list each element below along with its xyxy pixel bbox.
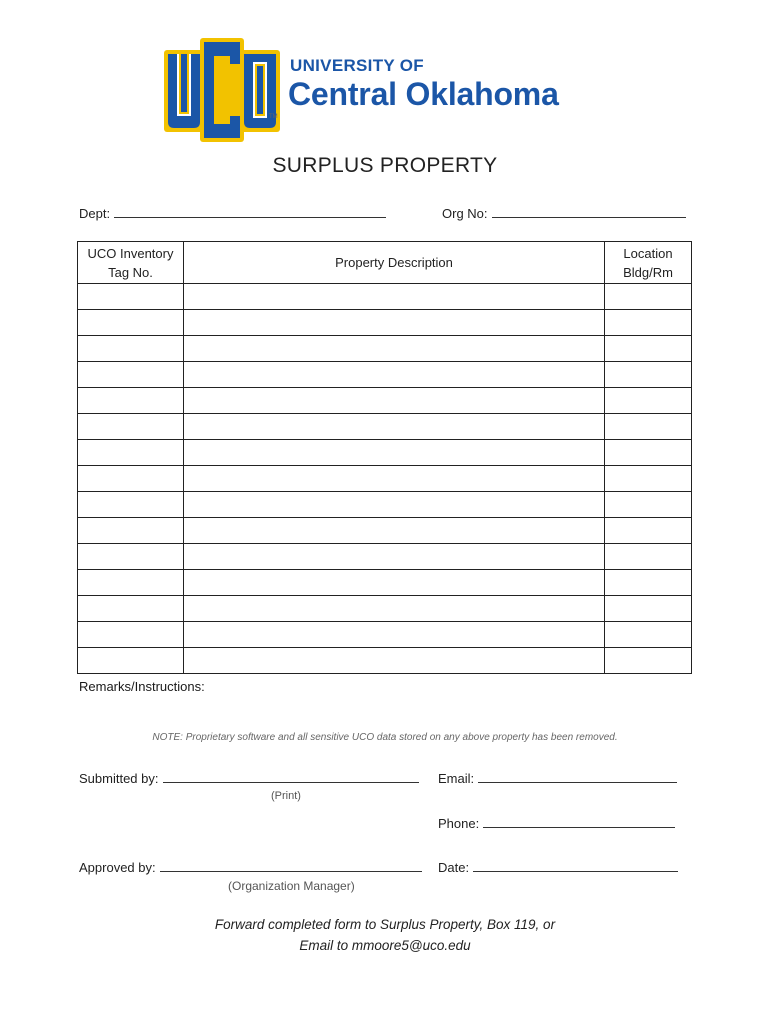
logo-university-of: UNIVERSITY OF	[290, 56, 424, 75]
table-row	[78, 648, 692, 674]
description-cell[interactable]	[184, 518, 605, 544]
approved-by-field[interactable]	[79, 859, 422, 875]
forward-instructions	[0, 914, 770, 956]
date-line[interactable]	[473, 859, 678, 872]
location-cell[interactable]	[605, 518, 692, 544]
approved-by-label: Approved by:	[79, 860, 156, 875]
table-row	[78, 388, 692, 414]
description-cell[interactable]	[184, 544, 605, 570]
description-cell[interactable]	[184, 336, 605, 362]
dept-field[interactable]	[79, 205, 386, 221]
col-description-header: Property Description	[184, 242, 605, 284]
location-cell[interactable]	[605, 492, 692, 518]
logo-trademark: TM	[269, 114, 278, 120]
description-cell[interactable]	[184, 362, 605, 388]
form-title: SURPLUS PROPERTY	[272, 154, 498, 177]
submitted-by-line[interactable]	[163, 770, 419, 783]
organization-manager-caption: (Organization Manager)	[228, 879, 355, 893]
description-cell[interactable]	[184, 310, 605, 336]
table-row	[78, 310, 692, 336]
uco-monogram-icon	[162, 32, 282, 148]
col-tag-header: UCO Inventory Tag No.	[78, 242, 184, 284]
email-field[interactable]	[438, 770, 677, 786]
tag-cell[interactable]	[78, 544, 184, 570]
location-cell[interactable]	[605, 310, 692, 336]
location-cell[interactable]	[605, 362, 692, 388]
tag-cell[interactable]	[78, 414, 184, 440]
tag-cell[interactable]	[78, 492, 184, 518]
location-cell[interactable]	[605, 648, 692, 674]
description-cell[interactable]	[184, 622, 605, 648]
table-row	[78, 622, 692, 648]
phone-label: Phone:	[438, 816, 480, 831]
table-row	[78, 362, 692, 388]
remarks-label: Remarks/Instructions:	[79, 679, 205, 694]
table-header-row	[78, 242, 692, 284]
description-cell[interactable]	[184, 284, 605, 310]
description-cell[interactable]	[184, 492, 605, 518]
table-row	[78, 336, 692, 362]
table-row	[78, 544, 692, 570]
tag-cell[interactable]	[78, 284, 184, 310]
description-cell[interactable]	[184, 596, 605, 622]
description-cell[interactable]	[184, 466, 605, 492]
submitted-by-label: Submitted by:	[79, 771, 159, 786]
description-cell[interactable]	[184, 440, 605, 466]
tag-cell[interactable]	[78, 440, 184, 466]
dept-line[interactable]	[114, 205, 386, 218]
forward-line-1: Forward completed form to Surplus Property, Box 119, or	[214, 917, 556, 932]
tag-cell[interactable]	[78, 310, 184, 336]
location-cell[interactable]	[605, 544, 692, 570]
table-row	[78, 492, 692, 518]
tag-cell[interactable]	[78, 648, 184, 674]
location-cell[interactable]	[605, 622, 692, 648]
print-caption: (Print)	[271, 790, 301, 802]
description-cell[interactable]	[184, 414, 605, 440]
tag-cell[interactable]	[78, 622, 184, 648]
tag-cell[interactable]	[78, 570, 184, 596]
table-row	[78, 440, 692, 466]
property-table	[77, 241, 692, 674]
location-cell[interactable]	[605, 570, 692, 596]
table-row	[78, 570, 692, 596]
location-cell[interactable]	[605, 440, 692, 466]
dept-label: Dept:	[79, 206, 111, 221]
description-cell[interactable]	[184, 648, 605, 674]
tag-cell[interactable]	[78, 466, 184, 492]
table-row	[78, 466, 692, 492]
uco-logo	[162, 32, 602, 148]
tag-cell[interactable]	[78, 362, 184, 388]
table-row	[78, 414, 692, 440]
logo-central-oklahoma: Central Oklahoma	[288, 76, 559, 112]
table-row	[78, 284, 692, 310]
col-location-header: Location Bldg/Rm	[605, 242, 692, 284]
email-line[interactable]	[478, 770, 677, 783]
location-cell[interactable]	[605, 388, 692, 414]
tag-cell[interactable]	[78, 596, 184, 622]
table-row	[78, 518, 692, 544]
tag-cell[interactable]	[78, 388, 184, 414]
tag-cell[interactable]	[78, 518, 184, 544]
location-cell[interactable]	[605, 596, 692, 622]
location-cell[interactable]	[605, 414, 692, 440]
date-field[interactable]	[438, 859, 678, 875]
org-no-label: Org No:	[442, 206, 488, 221]
submitted-by-field[interactable]	[79, 770, 419, 786]
forward-line-2: Email to mmoore5@uco.edu	[299, 938, 471, 953]
table-row	[78, 596, 692, 622]
location-cell[interactable]	[605, 336, 692, 362]
data-removal-note: NOTE: Proprietary software and all sensitive UCO data stored on any above property has been removed.	[152, 732, 618, 743]
phone-line[interactable]	[483, 815, 675, 828]
email-label: Email:	[438, 771, 475, 786]
location-cell[interactable]	[605, 284, 692, 310]
tag-cell[interactable]	[78, 336, 184, 362]
location-cell[interactable]	[605, 466, 692, 492]
approved-by-line[interactable]	[160, 859, 422, 872]
phone-field[interactable]	[438, 815, 675, 831]
description-cell[interactable]	[184, 388, 605, 414]
org-no-field[interactable]	[442, 205, 686, 221]
org-no-line[interactable]	[492, 205, 686, 218]
date-label: Date:	[438, 860, 470, 875]
description-cell[interactable]	[184, 570, 605, 596]
